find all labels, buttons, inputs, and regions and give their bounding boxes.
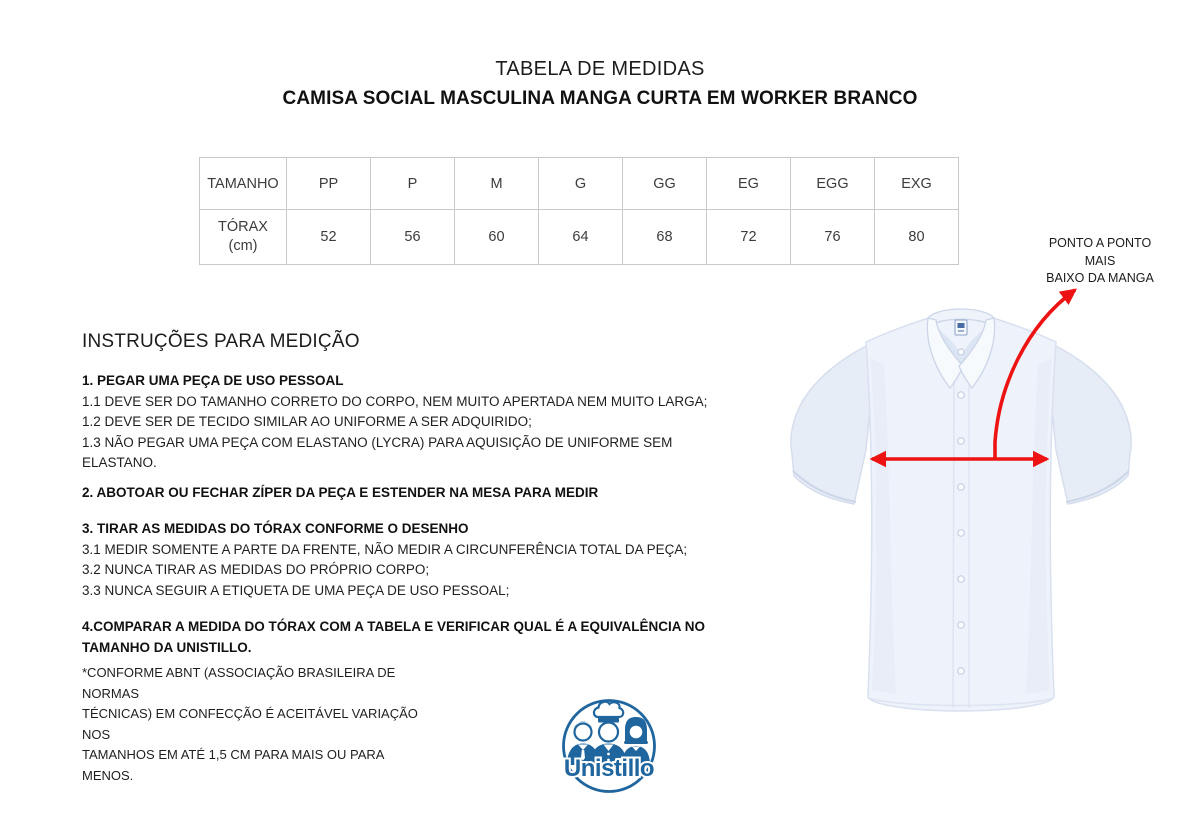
footnote-line-1: *CONFORME ABNT (ASSOCIAÇÃO BRASILEIRA DE NORMAS (82, 665, 396, 701)
size-row-header: TAMANHO (200, 158, 287, 210)
page-title: TABELA DE MEDIDAS (495, 58, 705, 80)
size-cell: EGG (791, 158, 875, 210)
size-row (200, 158, 959, 210)
page-subtitle: CAMISA SOCIAL MASCULINA MANGA CURTA EM WORKER BRANCO (282, 88, 918, 109)
chest-cell: 68 (623, 210, 707, 265)
shirt-illustration (778, 278, 1138, 728)
shirt-diagram-svg (778, 278, 1138, 728)
chest-row-header-line2: (cm) (228, 238, 258, 254)
instruction-1-title: 1. PEGAR UMA PEÇA DE USO PESSOAL (82, 373, 344, 388)
instructions-section (82, 330, 742, 674)
chest-cell: 80 (875, 210, 959, 265)
document-header (0, 56, 1200, 112)
instruction-3-3: 3.3 NUNCA SEGUIR A ETIQUETA DE UMA PEÇA DE USO PESSOAL; (82, 582, 510, 598)
annotation-line-2: BAIXO DA MANGA (1046, 271, 1154, 285)
footnote-line-3: TAMANHOS EM ATÉ 1,5 CM PARA MAIS OU PARA MENOS. (82, 747, 384, 783)
chest-row (200, 210, 959, 265)
annotation-line-1: PONTO A PONTO MAIS (1048, 236, 1152, 268)
size-cell: EXG (875, 158, 959, 210)
chest-cell: 76 (791, 210, 875, 265)
instruction-1-3: 1.3 NÃO PEGAR UMA PEÇA COM ELASTANO (LYCRA) PARA AQUISIÇÃO DE UNIFORME SEM ELASTANO. (82, 434, 673, 470)
chest-row-header-line1: TÓRAX (218, 219, 268, 235)
size-cell: G (539, 158, 623, 210)
size-cell: M (455, 158, 539, 210)
size-table (199, 157, 959, 265)
instructions-heading: INSTRUÇÕES PARA MEDIÇÃO (82, 331, 360, 352)
instruction-2-title: 2. ABOTOAR OU FECHAR ZÍPER DA PEÇA E ESTENDER NA MESA PARA MEDIR (82, 484, 599, 500)
footnote (82, 663, 422, 786)
size-cell: PP (287, 158, 371, 210)
size-cell: P (371, 158, 455, 210)
chest-row-header (200, 210, 287, 265)
footnote-line-2: TÉCNICAS) EM CONFECÇÃO É ACEITÁVEL VARIAÇÃO NOS (82, 706, 418, 742)
chest-cell: 56 (371, 210, 455, 265)
instruction-3-1: 3.1 MEDIR SOMENTE A PARTE DA FRENTE, NÃO MEDIR A CIRCUNFERÊNCIA TOTAL DA PEÇA; (82, 541, 688, 557)
chest-cell: 52 (287, 210, 371, 265)
shirt-body (866, 315, 1056, 711)
instruction-3-2: 3.2 NUNCA TIRAR AS MEDIDAS DO PRÓPRIO CORPO; (82, 562, 430, 577)
unistillo-logo-svg (551, 696, 667, 796)
instruction-4-title: 4.COMPARAR A MEDIDA DO TÓRAX COM A TABELA E VERIFICAR QUAL É A EQUIVALÊNCIA NO TAMANHO DA UNISTILLO. (82, 619, 706, 655)
instruction-3-title: 3. TIRAR AS MEDIDAS DO TÓRAX CONFORME O DESENHO (82, 521, 469, 536)
chest-cell: 60 (455, 210, 539, 265)
logo-wordmark: Unistillo (563, 755, 655, 782)
size-cell: EG (707, 158, 791, 210)
instruction-group-4 (82, 617, 742, 658)
instruction-group-1 (82, 371, 742, 474)
instruction-1-1: 1.1 DEVE SER DO TAMANHO CORRETO DO CORPO, NEM MUITO APERTADA NEM MUITO LARGA; (82, 393, 708, 409)
instruction-1-2: 1.2 DEVE SER DE TECIDO SIMILAR AO UNIFORME A SER ADQUIRIDO; (82, 414, 532, 429)
chest-cell: 64 (539, 210, 623, 265)
chest-cell: 72 (707, 210, 791, 265)
size-cell: GG (623, 158, 707, 210)
instruction-group-3 (82, 519, 742, 601)
instruction-group-2 (82, 483, 742, 504)
unistillo-logo (551, 696, 667, 796)
